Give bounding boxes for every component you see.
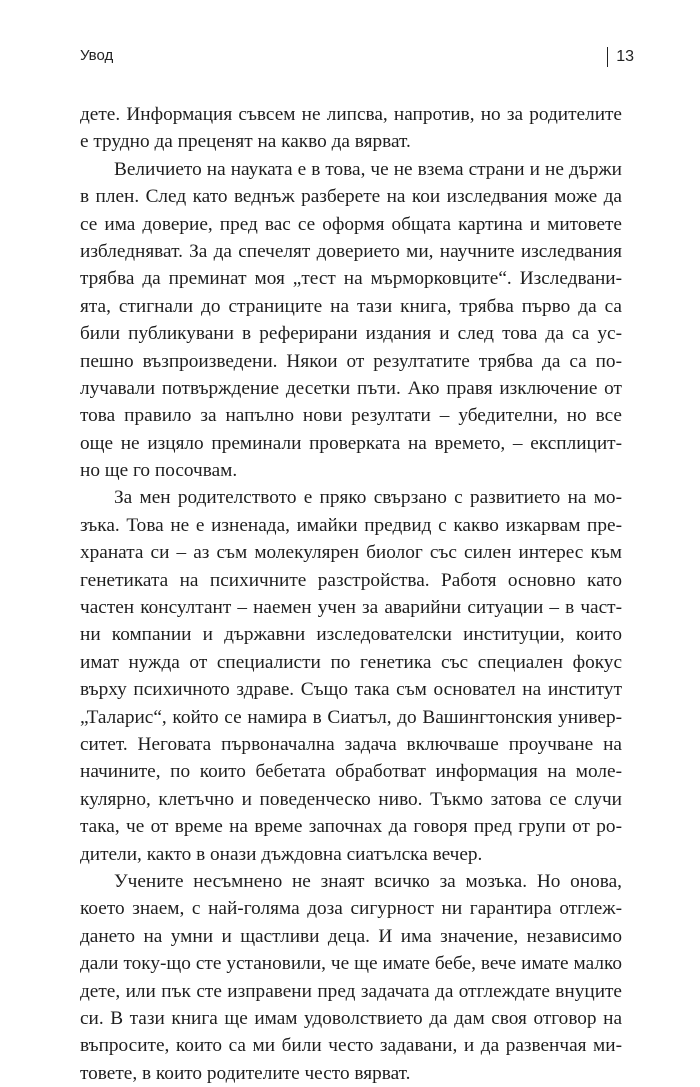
text-line: избледняват. За да спечелят доверието ми, научните изследвания [80,240,622,262]
text-line: дители, както в онази дъждовна сиатълска вечер. [80,843,483,865]
page-number: 13 [607,47,634,67]
text-line: кулярно, клетъчно и поведенческо ниво. Тъкмо затова се случи [80,788,622,810]
text-line: лучавали потвърждение десетки пъти. Ако правя изключение от [80,377,622,399]
text-line: върху психичното здраве. Също така съм основател на институт [80,679,622,701]
running-head: Увод [80,47,114,64]
text-line: е трудно да преценят на какво да вярват. [80,131,411,153]
text-line: имат нужда от специалисти по генетика със специален фокус [80,651,622,673]
text-line: Величието на науката е в това, че не взема страни и не държи [114,158,622,180]
text-line: въпросите, които са ми били често задавани, и да развенчая ми- [80,1035,622,1057]
text-line: пешно възпроизведени. Някои от резултатите трябва да са по- [80,350,622,372]
text-line: „Таларис“, който се намира в Сиатъл, до Вашингтонския универ- [80,706,622,728]
text-line: но ще го посочвам. [80,460,238,482]
text-line: се има доверие, пред вас се оформя общата картина и митовете [80,213,622,235]
text-line: още не изцяло преминали проверката на времето, – експлицит- [80,432,622,454]
text-line: частен консултант – наемен учен за аварийни ситуации – в част- [80,597,622,619]
paragraph [80,156,622,485]
text-line: дали току-що сте установили, че ще имате бебе, вече имате малко [80,953,622,975]
paragraph [80,868,622,1087]
text-line: дането на умни и щастливи деца. И има значение, независимо [80,925,622,947]
paragraph [80,101,622,156]
text-line: което знаем, с най-голяма доза сигурност ни гарантира отглеж- [80,898,622,920]
text-line: в плен. След като веднъж разберете на кои изследвания може да [80,186,622,208]
text-line: За мен родителството е пряко свързано с развитието на мо- [114,487,622,509]
text-line: така, че от време на време започнах да говоря пред групи от ро- [80,816,622,838]
text-line: дете, или пък сте изправени пред задачата да отглеждате внуците [80,980,622,1002]
text-line: Учените несъмнено не знаят всичко за мозъка. Но онова, [114,870,622,892]
text-line: зъка. Това не е изненада, имайки предвид с какво изкарвам пре- [80,514,622,536]
text-line: товете, в които родителите често вярват. [80,1062,411,1084]
paragraph [80,484,622,867]
text-line: дете. Информация съвсем не липсва, напротив, но за родителите [80,104,622,125]
text-line: начините, по които бебетата обработват информация на моле- [80,761,622,783]
text-line: били публикувани в реферирани издания и след това да са ус- [80,323,622,345]
text-line: си. В тази книга ще имам удоволствието да дам своя отговор на [80,1007,622,1029]
text-line: ситет. Неговата първоначална задача включваше проучване на [80,733,622,755]
body-text [80,101,622,1087]
text-line: генетиката на психичните разстройства. Работя основно като [80,569,622,591]
text-line: ята, стигнали до страниците на тази книга, трябва първо да са [80,295,622,317]
text-line: ни компании и държавни изследователски институции, които [80,624,622,646]
text-line: това правило за напълно нови резултати – убедителни, но все [80,405,622,427]
text-line: трябва да преминат моя „тест на мърморковците“. Изследвани- [80,268,622,290]
page-header [80,44,634,70]
text-line: храната си – аз съм молекулярен биолог със силен интерес към [80,542,622,564]
